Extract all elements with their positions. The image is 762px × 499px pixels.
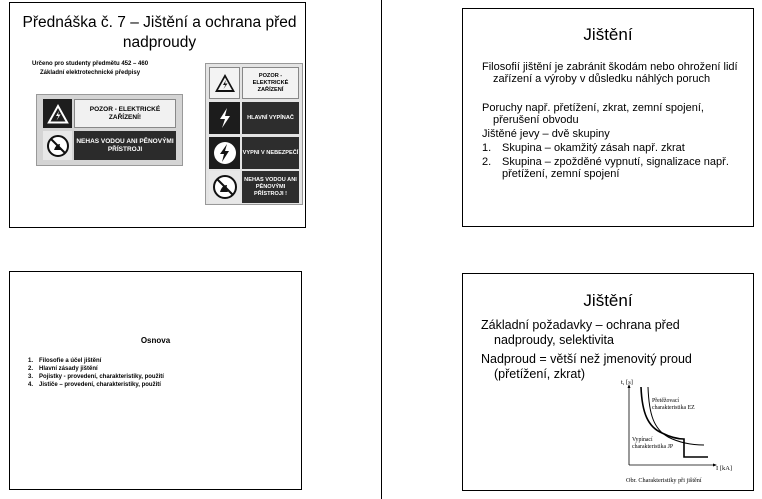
slide-jisteni-2 (462, 273, 754, 491)
slide-4-title: Jištění (583, 291, 633, 310)
slide-4-para-1: Základní požadavky – ochrana před nadproudy, selektivita (481, 318, 680, 347)
outline-item: 2. Hlavní zásady jištění (28, 366, 98, 372)
high-voltage-warning-icon (209, 67, 240, 99)
y-axis-label: t, [s] (621, 379, 633, 386)
sign-column-text-4: NEHAS VODOU ANI PĚNOVÝMI PŘÍSTROJI ! (242, 171, 299, 203)
slide-3-outline (28, 357, 164, 389)
warning-sign-board (36, 94, 183, 166)
chart-caption: Obr. Charakteristiky při jištění (626, 477, 702, 484)
outline-item: 3. Pojistky - provedení, charakteristiky, použití (28, 374, 164, 380)
sign-column-text-2: HLAVNÍ VYPÍNAČ (242, 102, 299, 134)
slide-3-title: Osnova (140, 336, 171, 345)
sign-board-row-2 (43, 131, 176, 160)
slide-2-para-2: Poruchy např. přetížení, zkrat, zemní spojení, přerušení obvodu (482, 102, 704, 126)
sign-column-row-4 (209, 171, 299, 203)
sign-board-text-1: POZOR - ELEKTRICKÉ ZAŘÍZENÍ! (74, 99, 176, 128)
sign-column-row-1 (209, 67, 299, 99)
sign-column-text-3: VYPNI V NEBEZPEČÍ (242, 137, 299, 169)
slide-2-para-3: Jištěné jevy – dvě skupiny (482, 128, 610, 140)
slide-2-list-item: 2. Skupina – zpožděné vypnutí, signalizace např. přetížení, zemní spojení (482, 156, 729, 180)
slide-2-para-1: Filosofií jištění je zabránit škodám nebo ohrožení lidí zařízení a výroby v důsledku náhlých poruch (482, 61, 738, 85)
lightning-bolt-icon (209, 102, 240, 134)
sign-board-row-1 (43, 99, 176, 128)
curve-1-label: Přetěžovací charakteristika EZ (652, 398, 695, 411)
slide-jisteni-1 (462, 8, 754, 227)
no-water-extinguish-icon (209, 171, 240, 203)
sign-column-row-2 (209, 102, 299, 134)
no-water-extinguish-icon (43, 131, 72, 160)
sign-column-text-1: POZOR - ELEKTRICKÉ ZAŘÍZENÍ (242, 67, 299, 99)
subtitle-line-1: Určeno pro studenty předmětu 452 – 460 (32, 61, 149, 67)
protection-characteristics-diagram (608, 375, 738, 487)
warning-sign-column (205, 63, 303, 205)
outline-item: 1. Filosofie a účel jištění (28, 358, 102, 364)
curve-2-label: Vypínací charakteristika JP (632, 437, 674, 450)
lightning-circle-icon (209, 137, 240, 169)
outline-item: 4. Jističe – provedení, charakteristiky, použití (28, 382, 161, 388)
slide-2-list-item: 1. Skupina – okamžitý zásah např. zkrat (482, 142, 685, 154)
high-voltage-warning-icon (43, 99, 72, 128)
slide-1-title: Přednáška č. 7 – Jištění a ochrana před nadproudy (22, 14, 297, 51)
sign-column-row-3 (209, 137, 299, 169)
slide-4-para-2: Nadproud = větší než jmenovitý proud (přetížení, zkrat) (481, 352, 692, 381)
sign-board-text-2: NEHAS VODOU ANI PĚNOVÝMI PŘÍSTROJI (74, 131, 176, 160)
page-divider (381, 0, 382, 499)
x-axis-label: I [kA] (716, 465, 733, 472)
slide-2-body (482, 61, 744, 180)
overload-curve (648, 387, 704, 445)
slide-osnova (9, 271, 302, 490)
slide-1-subtitle (32, 60, 192, 78)
subtitle-line-2: Základní elektrotechnické předpisy (40, 70, 141, 76)
slide-2-title: Jištění (583, 25, 633, 44)
slide-title (9, 2, 306, 228)
